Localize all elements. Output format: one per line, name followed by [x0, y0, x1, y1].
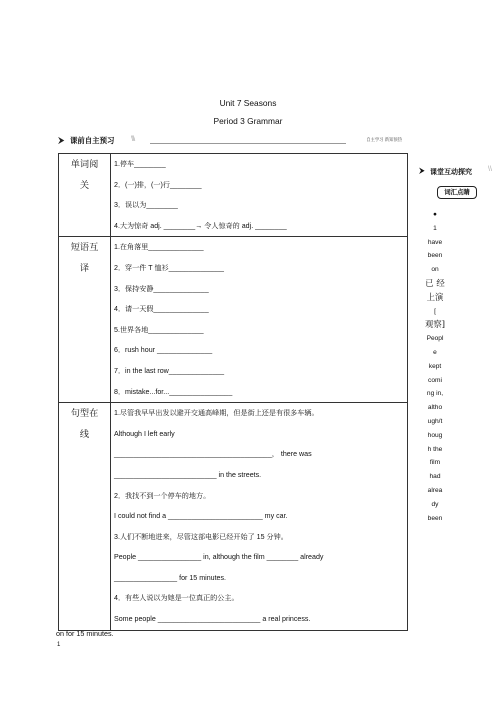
- sidebar-line: e: [433, 348, 437, 356]
- table-row: [59, 403, 408, 631]
- document-title: Unit 7 Seasons: [219, 98, 277, 108]
- sidebar-line: film: [429, 459, 441, 467]
- exercise-line: 5.世界各地______________: [114, 325, 204, 334]
- sidebar-line: altho: [427, 404, 443, 412]
- double-arrow-icon: ⮞: [58, 135, 65, 145]
- document-subtitle: Period 3 Grammar: [213, 116, 283, 126]
- exercise-line: 4.大为惊奇 adj. ________→ 令人惊奇的 adj. ________: [114, 221, 287, 230]
- row-label-sentences: [59, 403, 111, 631]
- row-label: 单词阅关: [70, 159, 99, 191]
- exercise-line: 8．mistake...for...________________: [114, 387, 233, 396]
- sidebar-line: had: [429, 473, 441, 481]
- continued-text: on for 15 minutes.: [56, 629, 114, 638]
- exercise-line: 2．我找不到一个停车的地方。: [114, 491, 211, 500]
- row-label-words: [59, 154, 111, 237]
- exercise-table: [58, 153, 408, 631]
- section-header: [58, 134, 406, 148]
- row-label: 句型在线: [70, 408, 99, 441]
- sidebar-line: dy: [431, 500, 439, 508]
- sidebar-line: ●: [433, 211, 437, 218]
- sidebar-line: 已 经: [425, 277, 445, 288]
- exercise-line: People ________________ in, although the film ________ already: [114, 553, 324, 562]
- vocab-highlight-button[interactable]: 词汇点睛: [437, 186, 477, 199]
- sidebar-line: comi: [428, 376, 442, 384]
- row-label-phrases: [59, 237, 111, 403]
- sidebar-line: 1: [433, 224, 437, 232]
- exercise-line: ________________ for 15 minutes.: [114, 573, 227, 582]
- sidebar-notes: [420, 208, 450, 525]
- exercise-line: Some people __________________________ a real princess.: [114, 615, 311, 624]
- table-row: [59, 237, 408, 403]
- sidebar-line: alrea: [427, 486, 443, 494]
- sidebar-line: [: [434, 307, 436, 315]
- sidebar-line: on: [431, 266, 439, 274]
- row-content: [111, 154, 408, 237]
- sidebar-line: ng in,: [426, 390, 444, 398]
- section-header-slashes: \\\: [131, 134, 135, 143]
- sidebar-line: ugh/t: [427, 417, 443, 425]
- exercise-line: Although I left early: [114, 429, 175, 438]
- row-label: 短语互译: [70, 242, 99, 275]
- sidebar-header: [415, 165, 496, 179]
- sidebar-header-label: 课堂互动探究: [430, 167, 472, 176]
- sidebar-line: have: [427, 238, 443, 246]
- section-header-rule: [150, 143, 346, 144]
- sidebar-header-slashes: \\: [488, 166, 492, 173]
- exercise-line: 1.尽管我早早出发以避开交通高峰期，但是街上还是有很多车辆。: [114, 409, 319, 418]
- sidebar-line: been: [427, 514, 443, 522]
- sidebar-line: 观察]: [424, 319, 446, 330]
- double-arrow-icon: ⮞: [419, 166, 425, 175]
- sidebar-line: h the: [427, 445, 443, 453]
- section-header-label: 课前自主预习: [70, 136, 115, 145]
- exercise-line: 7．in the last row______________: [114, 366, 225, 375]
- section-header-right-text: 自主学习 新知预热: [366, 138, 402, 143]
- exercise-line: I could not find a ________________________ my car.: [114, 512, 288, 521]
- page-number: 1: [57, 642, 61, 648]
- exercise-line: 3.人们不断地进来，尽管这部电影已经开始了 15 分钟。: [114, 532, 288, 541]
- sidebar-line: kept: [428, 362, 442, 370]
- exercise-line: 1.停车________: [114, 160, 166, 168]
- exercise-line: 2．(一)排，(一)行________: [114, 180, 202, 189]
- sidebar-line: Peopl: [426, 335, 444, 343]
- exercise-line: __________________________ in the streets.: [114, 470, 262, 479]
- sidebar-line: 上演: [426, 291, 444, 302]
- exercise-line: 4．有些人说以为她是一位真正的公主。: [114, 594, 239, 603]
- exercise-line: 3．保持安静______________: [114, 284, 209, 293]
- row-content: [111, 403, 408, 631]
- exercise-line: 4．请一天假______________: [114, 305, 209, 314]
- exercise-line: 2．穿一件 T 恤衫______________: [114, 263, 224, 272]
- row-content: [111, 237, 408, 403]
- sidebar-line: been: [427, 252, 443, 260]
- table-row: [59, 154, 408, 237]
- exercise-line: 6．rush hour ______________: [114, 346, 213, 355]
- exercise-line: 1.在角落里______________: [114, 243, 204, 252]
- exercise-line: ________________________________________， there was: [114, 450, 312, 459]
- sidebar-line: houg: [427, 431, 443, 439]
- exercise-line: 3．误以为________: [114, 201, 178, 210]
